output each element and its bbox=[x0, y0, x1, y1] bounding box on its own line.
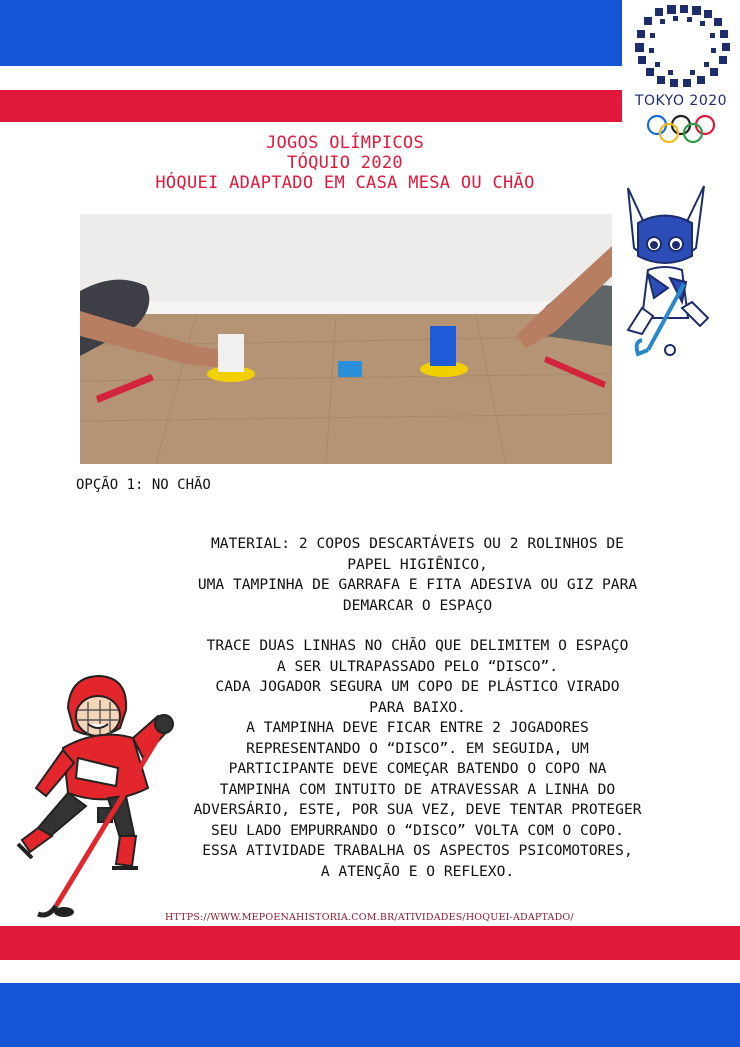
tokyo-2020-logo bbox=[622, 0, 740, 148]
top-red-band bbox=[0, 90, 622, 122]
tokyo-emblem-icon bbox=[622, 0, 740, 92]
instruction-line: A ATENÇÃO E O REFLEXO. bbox=[320, 862, 515, 880]
instruction-line: PARTICIPANTE DEVE COMEÇAR BATENDO O COPO NA bbox=[228, 760, 607, 777]
title-line-2: TÓQUIO 2020 bbox=[287, 153, 403, 173]
instruction-line: SEU LADO EMPURRANDO O “DISCO” VOLTA COM O COPO. bbox=[211, 821, 624, 839]
miraitowa-mascot-icon bbox=[608, 178, 722, 362]
olympic-rings-icon bbox=[644, 114, 718, 144]
instruction-line: ADVERSÁRIO, ESTE, POR SUA VEZ, DEVE TENTAR PROTEGER bbox=[193, 801, 642, 818]
material-line: DEMARCAR O ESPAÇO bbox=[342, 596, 493, 614]
source-url: HTTPS://WWW.MEPOENAHISTORIA.COM.BR/ATIVIDADES/HOQUEI-ADAPTADO/ bbox=[165, 912, 574, 923]
instruction-line: TAMPINHA COM INTUITO DE ATRAVESSAR A LINHA DO bbox=[219, 780, 616, 798]
material-line: MATERIAL: 2 COPOS DESCARTÁVEIS OU 2 ROLINHOS DE bbox=[211, 535, 624, 552]
instruction-line: A SER ULTRAPASSADO PELO “DISCO”. bbox=[276, 657, 559, 675]
instruction-line: REPRESENTANDO O “DISCO”. EM SEGUIDA, UM bbox=[246, 739, 589, 757]
logo-text: TOKYO 2020 bbox=[634, 93, 728, 109]
instruction-line: A TAMPINHA DEVE FICAR ENTRE 2 JOGADORES bbox=[246, 719, 589, 736]
puck-icon bbox=[54, 907, 74, 917]
material-line: UMA TAMPINHA DE GARRAFA E FITA ADESIVA OU GIZ PARA bbox=[197, 576, 638, 593]
bottom-red-band bbox=[0, 926, 740, 960]
option-label: OPÇÃO 1: NO CHÃO bbox=[76, 477, 211, 493]
instruction-line: PARA BAIXO. bbox=[369, 698, 466, 716]
top-blue-band bbox=[0, 0, 622, 66]
disc-puck bbox=[338, 361, 362, 377]
title-line-1: JOGOS OLÍMPICOS bbox=[265, 133, 425, 153]
right-cup bbox=[430, 326, 456, 366]
hockey-player-icon bbox=[8, 668, 188, 930]
instructions-text bbox=[165, 534, 670, 882]
bottom-blue-band bbox=[0, 983, 740, 1047]
left-cup bbox=[218, 334, 244, 372]
instruction-line: ESSA ATIVIDADE TRABALHA OS ASPECTOS PSICOMOTORES, bbox=[202, 842, 633, 859]
material-line: PAPEL HIGIÊNICO, bbox=[347, 555, 488, 573]
instruction-line: TRACE DUAS LINHAS NO CHÃO QUE DELIMITEM O ESPAÇO bbox=[206, 637, 629, 654]
title-line-3: HÓQUEI ADAPTADO EM CASA MESA OU CHÃO bbox=[155, 173, 535, 193]
activity-photo bbox=[76, 206, 616, 468]
instruction-line: CADA JOGADOR SEGURA UM COPO DE PLÁSTICO VIRADO bbox=[215, 678, 620, 695]
